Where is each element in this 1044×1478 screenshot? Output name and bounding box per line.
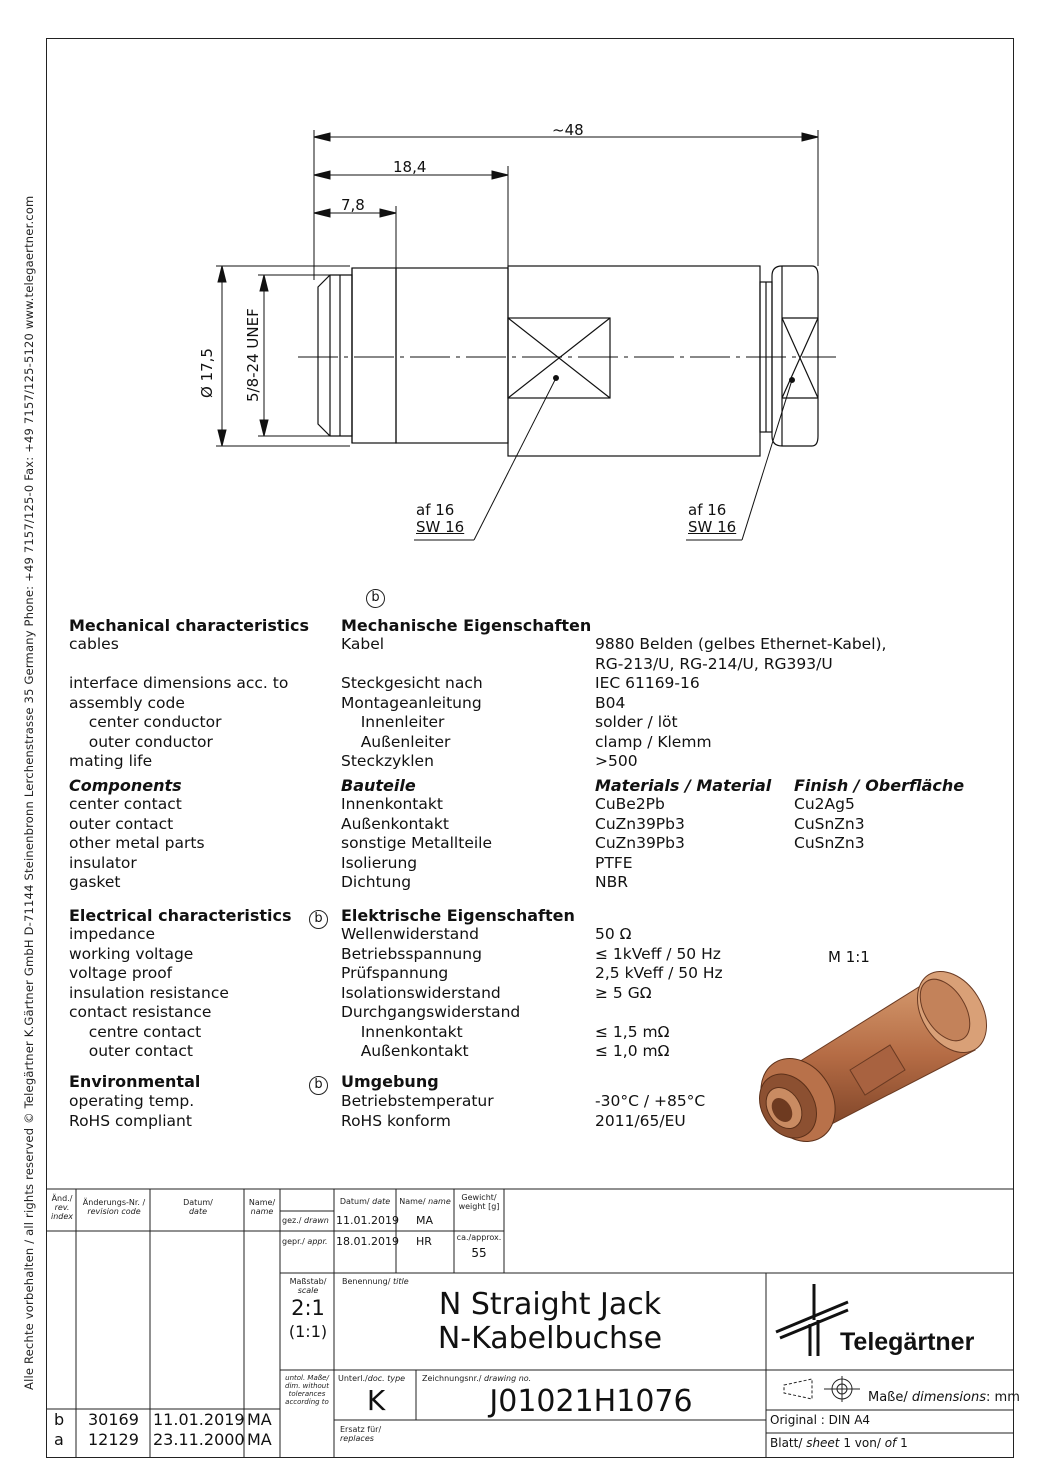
revision-code: 30169 [88,1410,139,1429]
comp-heading-de: Bauteile [341,776,416,795]
elec-label-en: insulation resistance [69,983,229,1002]
revision-date: 11.01.2019 [153,1410,245,1429]
tb-head-datum: Datum/ date [339,1197,391,1206]
env-value: 2011/65/EU [595,1111,686,1130]
wrench-label-right: af 16 SW 16 [688,501,737,536]
tb-scale-label: Maßstab/ scale [289,1277,327,1295]
tb-title-label: Benennung/ title [342,1277,409,1286]
component-material: CuZn39Pb3 [595,814,685,833]
wrench-label-left: af 16 SW 16 [416,501,465,536]
scale-note: M 1:1 [828,948,870,966]
revision-index: b [54,1410,65,1429]
revision-date: 23.11.2000 [153,1430,245,1449]
tb-tolerance-label: untol. Maße/ dim. without tolerances according to [285,1374,329,1406]
spec-value: IEC 61169-16 [595,674,700,692]
sidebar-company-info: Alle Rechte vorbehalten / all rights reserved © Telegärtner K.Gärtner GmbH D-71144 Steinenbronn Lerchenstrasse 35 Germany Phone: +49 7157/125-0 Fax: +49 7157/125-5120 www.telegaertner.com [22,195,36,1390]
component-label-de: Innenkontakt [341,795,443,813]
env-label-de: Betriebstemperatur [341,1092,494,1110]
tb-scale-alt: (1:1) [288,1322,328,1341]
tb-title-en: N Straight Jack [438,1287,662,1322]
comp-heading-material: Materials / Material [595,776,772,795]
component-label-en: insulator [69,853,137,872]
comp-heading-en: Components [69,776,182,795]
env-value: -30°C / +85°C [595,1092,706,1110]
spec-label-de: Steckzyklen [341,752,434,770]
tb-head-weight: Gewicht/ weight [g] [458,1193,500,1211]
spec-value: B04 [595,693,626,712]
revision-name: MA [247,1430,272,1449]
comp-heading-finish: Finish / Oberfläche [794,776,965,795]
mech-heading-en: Mechanical characteristics [69,616,310,635]
projection-symbol-icon [782,1376,862,1404]
spec-label-en: interface dimensions acc. to [69,674,289,692]
tb-appr-label: gepr./ appr. [282,1237,328,1246]
tb-drawn-label: gez./ drawn [282,1216,329,1225]
tb-appr-name: HR [416,1235,432,1248]
env-label-en: operating temp. [69,1092,195,1110]
component-label-en: outer contact [69,814,174,833]
component-label-en: center contact [69,795,182,813]
env-heading-de: Umgebung [341,1072,439,1091]
original-format: Original : DIN A4 [770,1413,871,1427]
elec-value: ≥ 5 GΩ [595,983,652,1002]
env-revision-marker: b [309,1073,328,1095]
component-material: CuBe2Pb [595,795,665,813]
component-label-en: other metal parts [69,834,205,852]
spec-label-de: Außenleiter [341,732,451,751]
component-material: NBR [595,873,628,891]
elec-label-en: impedance [69,925,155,943]
tb-head-namecol: Name/ name [399,1197,451,1206]
elec-value: ≤ 1,0 mΩ [595,1042,670,1060]
elec-label-de: Betriebsspannung [341,944,482,963]
component-material: CuZn39Pb3 [595,834,685,852]
spec-label-de: Steckgesicht nach [341,674,483,692]
revision-marker: b [366,586,385,608]
tb-doctype: K [366,1384,386,1417]
elec-label-en: voltage proof [69,964,173,982]
elec-revision-marker: b [309,907,328,929]
tb-drawn-name: MA [416,1214,434,1227]
env-heading-en: Environmental [69,1072,201,1091]
elec-label-en: contact resistance [69,1003,212,1021]
elec-heading-de: Elektrische Eigenschaften [341,906,575,925]
elec-label-de: Innenkontakt [341,1022,463,1041]
tb-weight: 55 [471,1246,487,1260]
spec-label-en: mating life [69,752,153,770]
tb-doctype-label: Unterl./doc. type [338,1374,406,1383]
elec-heading-en: Electrical characteristics [69,906,292,925]
elec-label-de: Isolationswiderstand [341,983,501,1002]
elec-label-en: outer contact [69,1042,193,1060]
brand-name: Telegärtner [840,1328,975,1356]
component-finish: Cu2Ag5 [794,795,855,813]
spec-label-en: outer conductor [69,732,213,751]
component-finish: CuSnZn3 [794,814,865,833]
tb-head-date: Datum/ date [183,1198,213,1216]
elec-value: 2,5 kVeff / 50 Hz [595,964,723,982]
spec-value: clamp / Klemm [595,732,712,751]
dimensions-unit: Maße/ dimensions: mm [868,1390,1020,1405]
env-label-de: RoHS konform [341,1111,451,1130]
elec-label-en: centre contact [69,1022,202,1041]
revision-code: 12129 [88,1430,139,1449]
component-label-de: sonstige Metallteile [341,834,493,852]
elec-label-de: Durchgangswiderstand [341,1003,521,1021]
tb-replaces-label: Ersatz für/ replaces [340,1425,382,1443]
spec-label-de: Montageanleitung [341,693,482,712]
elec-label-en: working voltage [69,944,194,963]
dim-18-4: 18,4 [393,158,427,176]
tb-head-name: Name/ name [248,1198,276,1216]
dim-7-8: 7,8 [341,196,365,214]
dim-diameter: Ø 17,5 [198,348,216,398]
spec-value: 9880 Belden (gelbes Ethernet-Kabel), [595,635,887,653]
spec-value: solder / löt [595,713,678,731]
tb-appr-date: 18.01.2019 [336,1235,399,1248]
spec-value: >500 [595,752,638,770]
sheet-info: Blatt/ sheet 1 von/ of 1 [770,1436,908,1450]
tb-drawingno-label: Zeichnungsnr./ drawing no. [422,1374,532,1383]
component-label-de: Isolierung [341,853,418,872]
component-material: PTFE [595,853,633,872]
component-label-de: Dichtung [341,873,412,891]
component-finish: CuSnZn3 [794,834,865,852]
spec-label-en: assembly code [69,693,185,712]
elec-value: ≤ 1kVeff / 50 Hz [595,944,721,963]
dim-overall: ~48 [552,121,584,139]
env-label-en: RoHS compliant [69,1111,192,1130]
elec-value: ≤ 1,5 mΩ [595,1022,670,1041]
elec-value: 50 Ω [595,925,632,943]
tb-drawn-date: 11.01.2019 [336,1214,399,1227]
spec-value: RG-213/U, RG-214/U, RG393/U [595,654,833,673]
elec-label-de: Prüfspannung [341,964,449,982]
revision-index: a [54,1430,64,1449]
tb-head-rev: Änd./ rev. index [50,1194,74,1221]
mech-heading-de: Mechanische Eigenschaften [341,616,592,635]
tb-approx-label: ca./approx. [456,1233,502,1242]
spec-label-en: cables [69,635,119,653]
component-label-en: gasket [69,873,121,891]
tb-drawing-number: J01021H1076 [489,1384,693,1419]
component-label-de: Außenkontakt [341,814,449,833]
revision-name: MA [247,1410,272,1429]
tb-scale: 2:1 [291,1296,325,1320]
tb-head-code: Änderungs-Nr. / revision code [82,1198,146,1216]
elec-label-de: Außenkontakt [341,1042,469,1060]
spec-label-en: center conductor [69,713,222,731]
spec-label-de: Kabel [341,635,385,653]
spec-label-de: Innenleiter [341,713,445,731]
tb-title-de: N-Kabelbuchse [437,1321,663,1356]
elec-label-de: Wellenwiderstand [341,925,479,943]
dim-thread: 5/8-24 UNEF [244,308,262,402]
